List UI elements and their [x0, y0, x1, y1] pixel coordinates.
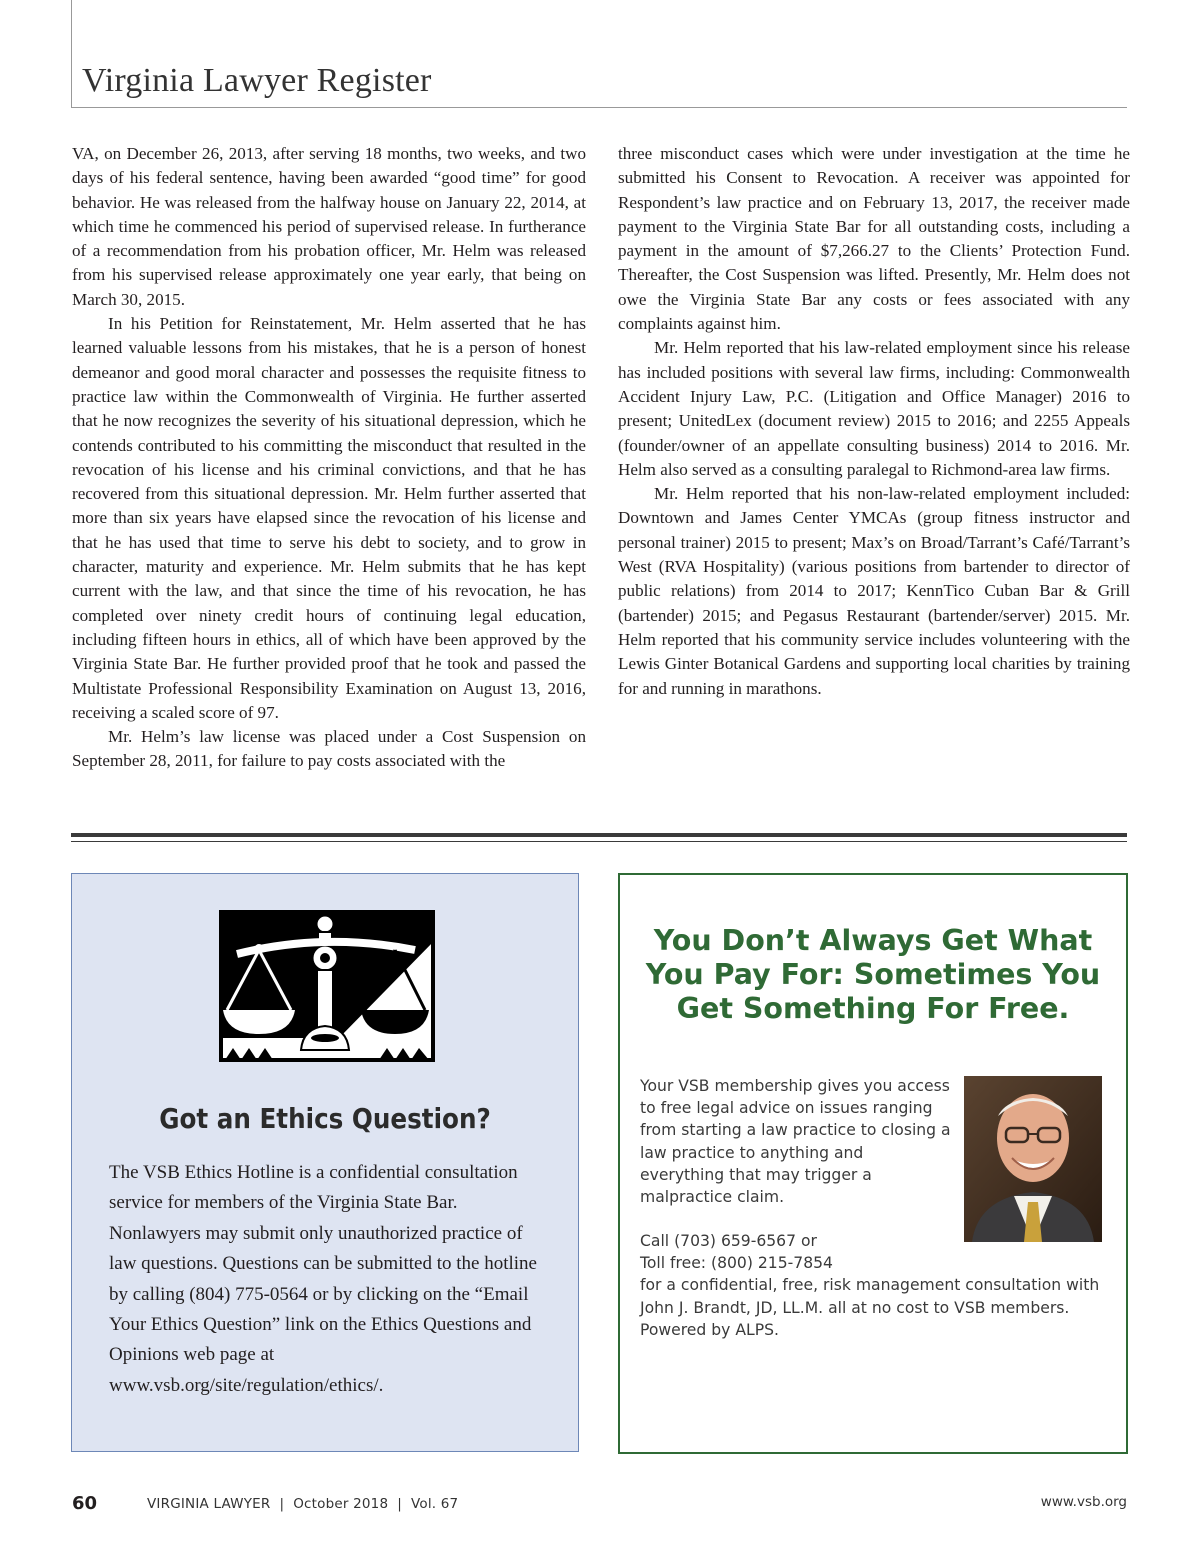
article-right-column [618, 142, 1130, 701]
alps-phone: Call (703) 659-6567 or [640, 1232, 817, 1250]
running-title: Virginia Lawyer Register [82, 62, 432, 99]
article-paragraph: VA, on December 26, 2013, after serving 18 months, two weeks, and two days of his federal sentence, having been awarded “good time” for good behavior. He was released from the halfway house on January 22, 2014, at which time he commenced his period of supervised release. In furtherance of a recommendation from his probation officer, Mr. Helm was released from his supervised release approximately one year early, that being on March 30, 2015. [72, 144, 586, 309]
section-divider-thick [71, 833, 1127, 837]
scales-of-justice-icon [219, 910, 435, 1062]
article-left-column [72, 142, 586, 774]
footer-url: www.vsb.org [1040, 1494, 1127, 1510]
ethics-heading: Got an Ethics Question? [159, 1102, 491, 1135]
article-paragraph: three misconduct cases which were under investigation at the time he submitted his Consent to Revocation. A receiver was appointed for Respondent’s law practice and on February 13, 2017, the receiver made payment to the Virginia State Bar for all outstanding costs, including a payment in the amount of $7,266.27 to the Clients’ Protection Fund. Thereafter, the Cost Suspension was lifted. Presently, Mr. Helm does not owe the Virginia State Bar any costs or fees associated with any complaints against him. [618, 144, 1130, 334]
alps-intro-text: Your VSB membership gives you access to free legal advice on issues ranging from starting a law practice to closing a law practice to anything and everything that may trigger a malpractice claim. [640, 1077, 951, 1207]
alps-intro [640, 1075, 952, 1208]
article-paragraph: In his Petition for Reinstatement, Mr. Helm asserted that he has learned valuable lessons from his mistakes, that he is a person of honest demeanor and good moral character and possesses the requisite fitness to practice law within the Commonwealth of Virginia. He further asserted that he now recognizes the severity of his situational depression, which he contends contributed to his committing the misconduct that resulted in the revocation of his license and his criminal convictions, and that he has recovered from this situational depression. Mr. Helm further asserted that more than six years have elapsed since the revocation of his license and that he has used that time to serve his debt to society, and to grow in character, maturity and experience. Mr. Helm submits that he has kept current with the law, and that since the time of his revocation, he has completed over ninety credit hours of continuing legal education, including fifteen hours in ethics, all of which have been approved by the Virginia State Bar. He further provided proof that he took and passed the Multistate Professional Responsibility Examination on August 13, 2016, receiving a scaled score of 97. [72, 314, 586, 722]
alps-advertisement [618, 873, 1128, 1454]
article-paragraph: Mr. Helm reported that his law-related employment since his release has included positions with several law firms, including: Commonwealth Accident Injury Law, P.C. (Litigation and Office Manager) 2016 to present; UnitedLex (document review) 2015 to 2016; and 2255 Appeals (founder/owner of an appellate consulting business) 2014 to 2016. Mr. Helm also served as a consulting paralegal to Richmond-area law firms. [618, 338, 1130, 479]
portrait-photo [964, 1076, 1102, 1242]
alps-tollfree: Toll free: (800) 215-7854 [640, 1254, 833, 1273]
publication-info: VIRGINIA LAWYER | October 2018 | Vol. 67 [147, 1496, 459, 1512]
header-vertical-rule [71, 0, 72, 108]
alps-contact-block [640, 1230, 1110, 1341]
page-number: 60 [72, 1493, 98, 1514]
article-paragraph: Mr. Helm’s law license was placed under a Cost Suspension on September 28, 2011, for failure to pay costs associated with the [72, 727, 586, 771]
section-divider-thin [71, 841, 1127, 842]
alps-details: for a confidential, free, risk management consultation with John J. Brandt, JD, LL.M. all at no cost to VSB members. [640, 1276, 1100, 1317]
header-horizontal-rule [71, 107, 1127, 108]
article-paragraph: Mr. Helm reported that his non-law-related employment included: Downtown and James Center YMCAs (group fitness instructor and personal trainer) 2015 to present; Max’s on Broad/Tarrant’s Café/Tarrant’s West (RVA Hospitality) (various positions from bartender to director of public relations) from 2014 to 2017; KennTico Cuban Bar & Grill (bartender) 2015; and Pegasus Restaurant (bartender/server) 2015. Mr. Helm reported that his community service includes volunteering with the Lewis Ginter Botanical Gardens and supporting local charities by training for and running in marathons. [618, 484, 1130, 698]
alps-powered-by: Powered by ALPS. [640, 1320, 779, 1339]
ethics-hotline-box [71, 873, 579, 1452]
alps-heading: You Don’t Always Get What You Pay For: Sometimes You Get Something For Free. [645, 924, 1101, 1025]
ethics-body-text: The VSB Ethics Hotline is a confidential consultation service for members of the Virginia State Bar. Nonlawyers may submit only unauthorized practice of law questions. Questions can be submitted to the hotline by calling (804) 775-0564 or by clicking on the “Email Your Ethics Question” link on the Ethics Questions and Opinions web page at www.vsb.org/site/regulation/ethics/. [109, 1162, 537, 1396]
